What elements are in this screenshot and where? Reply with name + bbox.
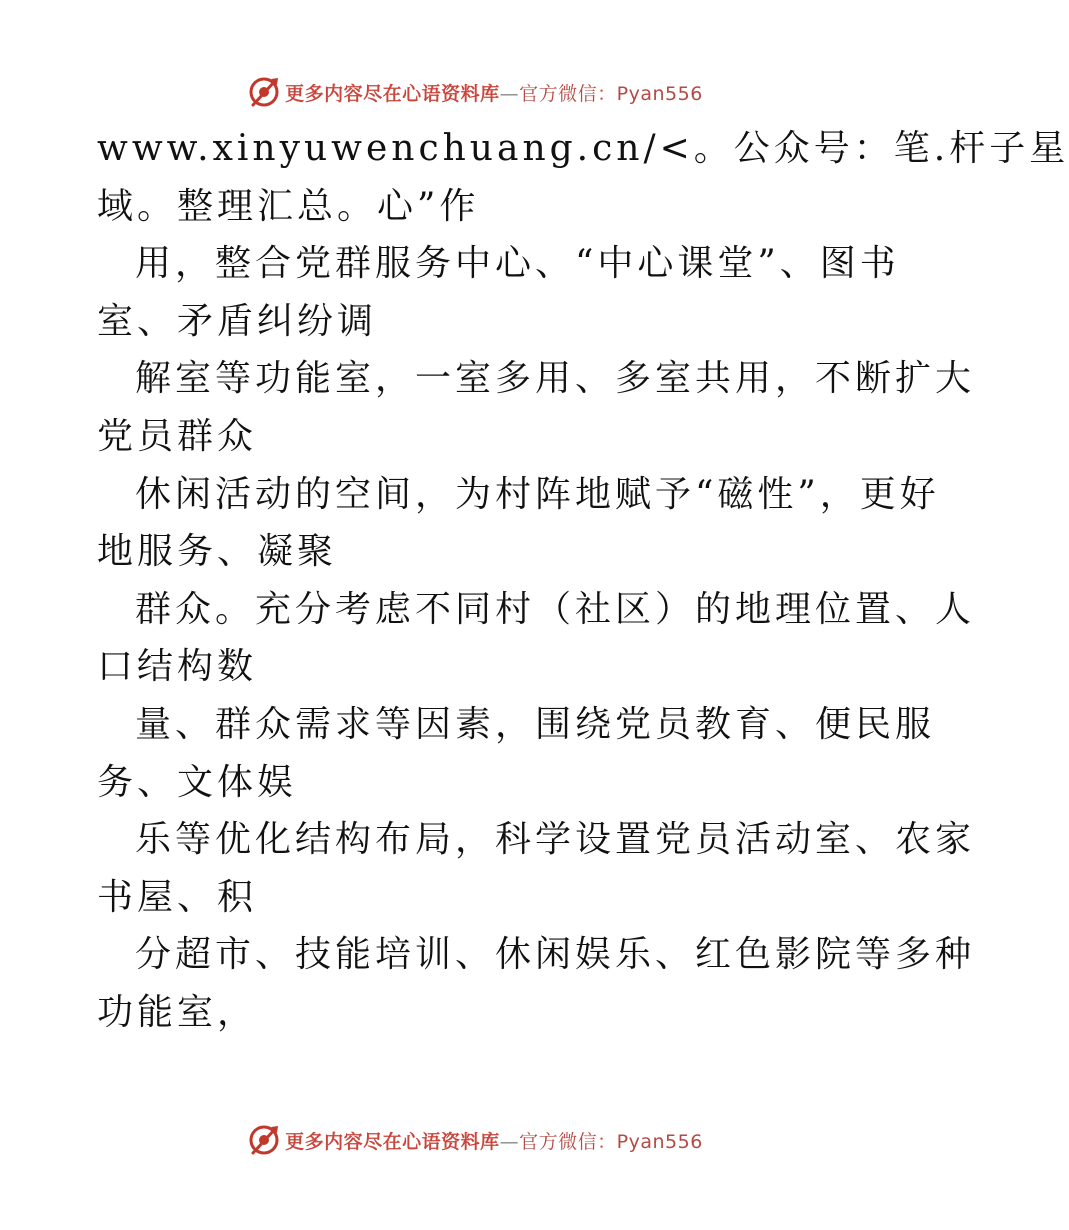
body-line: 务、文体娱 (97, 761, 298, 803)
body-line: 功能室， (97, 991, 258, 1033)
header-banner-dash: — (499, 82, 520, 105)
body-line: 用，整合党群服务中心、“中心课堂”、图书 (135, 243, 900, 285)
footer-banner-dash: — (499, 1130, 520, 1153)
pen-logo-icon (247, 75, 281, 109)
header-banner-text (285, 79, 703, 106)
header-banner-emphasis: 更多内容尽在心语资料库 (285, 82, 500, 105)
footer-banner-emphasis: 更多内容尽在心语资料库 (285, 1130, 500, 1153)
header-banner-contact: 官方微信：Pyan556 (519, 82, 703, 105)
footer-banner (0, 1120, 950, 1160)
body-line: 群众。充分考虑不同村（社区）的地理位置、人 (135, 588, 976, 630)
footer-banner-contact: 官方微信：Pyan556 (519, 1130, 703, 1153)
document-body (97, 120, 1069, 1042)
body-line: 地服务、凝聚 (97, 531, 338, 573)
body-line: 书屋、积 (97, 876, 258, 918)
header-banner (0, 72, 950, 112)
body-line: 解室等功能室，一室多用、多室共用，不断扩大 (135, 358, 976, 400)
footer-banner-text (285, 1127, 703, 1154)
body-line: 域。整理汇总。心”作 (97, 185, 480, 227)
body-line: 量、群众需求等因素，围绕党员教育、便民服 (135, 703, 936, 745)
body-line: 休闲活动的空间，为村阵地赋予“磁性”，更好 (135, 473, 940, 515)
body-line: 乐等优化结构布局，科学设置党员活动室、农家 (135, 819, 976, 861)
body-line: 口结构数 (97, 646, 258, 688)
pen-logo-icon (247, 1123, 281, 1157)
body-line: www.xinyuwenchuang.cn/<。公众号：笔.杆子星 (97, 128, 1069, 169)
body-line: 党员群众 (97, 415, 258, 457)
body-line: 室、矛盾纠纷调 (97, 300, 378, 342)
body-line: 分超市、技能培训、休闲娱乐、红色影院等多种 (135, 934, 976, 976)
